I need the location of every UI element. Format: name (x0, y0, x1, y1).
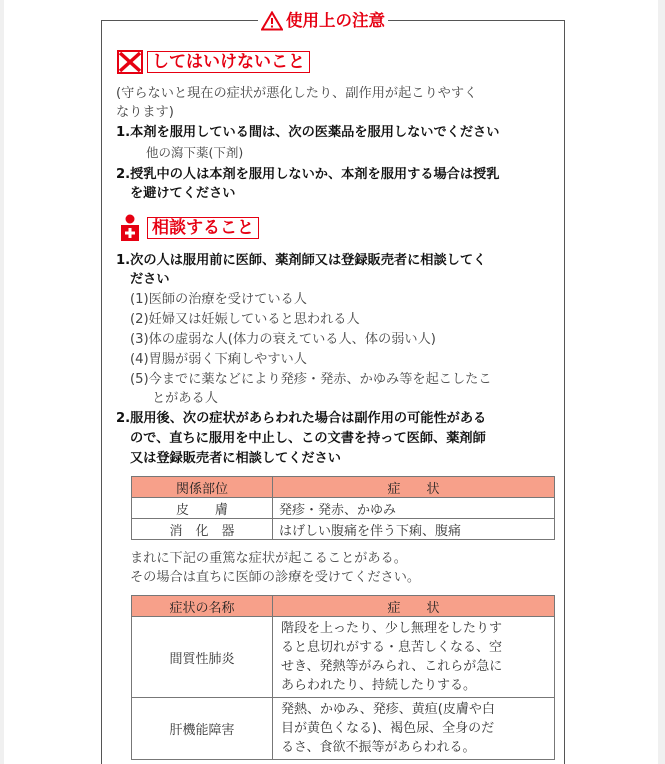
consult-sub-5: (5)今までに薬などにより発疹・発赤、かゆみ等を起こしたこ (130, 372, 492, 387)
table-header-symptom: 症 状 (273, 596, 555, 617)
dont-item-1-sub: 他の瀉下薬(下剤) (146, 145, 244, 160)
symptom-line: あらわれたり、持続したりする。 (281, 678, 477, 693)
dont-heading: してはいけないこと (117, 50, 310, 74)
table-row (132, 698, 555, 760)
prohibited-x-icon (117, 50, 143, 74)
rare-notice-line2: その場合は直ちに医師の診療を受けてください。 (130, 570, 421, 585)
table-row (132, 617, 555, 698)
dont-item-1: 1.本剤を服用している間は、次の医薬品を服用しないでください (116, 125, 500, 140)
precautions-box (101, 11, 565, 764)
consult-sub-5-cont: とがある人 (152, 391, 218, 406)
table-header-symptom: 症 状 (273, 477, 555, 498)
table-cell-symptom (273, 617, 555, 698)
symptom-line: せき、発熱等がみられ、これらが急に (281, 659, 503, 674)
table-cell-symptom (273, 698, 555, 760)
symptom-line: ると息切れがする・息苦しくなる、空 (281, 640, 503, 655)
table-cell-symptom: 発疹・発赤、かゆみ (273, 498, 555, 519)
table-row (132, 519, 555, 540)
leaflet-page (4, 0, 658, 764)
table-header-name: 症状の名称 (132, 596, 273, 617)
precautions-title: 使用上の注意 (258, 10, 388, 32)
table-cell-name: 肝機能障害 (132, 698, 273, 760)
consult-sub-2: (2)妊婦又は妊娠していると思われる人 (130, 312, 360, 327)
doctor-consult-icon (117, 213, 143, 243)
symptom-line: るさ、食欲不振等があらわれる。 (281, 740, 476, 755)
symptom-line: 発熱、かゆみ、発疹、黄疸(皮膚や白 (281, 702, 495, 717)
consult-heading: 相談すること (117, 213, 259, 243)
table-cell-part: 皮 膚 (132, 498, 273, 519)
table-cell-symptom: はげしい腹痛を伴う下痢、腹痛 (273, 519, 555, 540)
consult-item-1-line1: 1.次の人は服用前に医師、薬剤師又は登録販売者に相談してく (116, 253, 487, 268)
serious-symptom-table (131, 595, 555, 760)
dont-intro-line1: (守らないと現在の症状が悪化したり、副作用が起こりやすく (116, 86, 478, 101)
table-cell-name: 間質性肺炎 (132, 617, 273, 698)
consult-sub-4: (4)胃腸が弱く下痢しやすい人 (130, 352, 307, 367)
symptom-line: 階段を上ったり、少し無理をしたりす (281, 621, 503, 636)
warning-triangle-icon (261, 11, 283, 31)
symptom-line: 目が黄色くなる)、褐色尿、全身のだ (281, 721, 495, 736)
dont-item-2-line2: を避けてください (130, 186, 236, 201)
consult-item-1-line2: ださい (130, 272, 170, 287)
table-header-row (132, 477, 555, 498)
rare-notice-line1: まれに下記の重篤な症状が起こることがある。 (130, 551, 407, 566)
consult-item-2-line2: ので、直ちに服用を中止し、この文書を持って医師、薬剤師 (130, 431, 486, 446)
consult-item-2-line1: 2.服用後、次の症状があらわれた場合は副作用の可能性がある (116, 411, 487, 426)
table-header-part: 関係部位 (132, 477, 273, 498)
consult-sub-1: (1)医師の治療を受けている人 (130, 292, 307, 307)
table-cell-part: 消 化 器 (132, 519, 273, 540)
table-row (132, 498, 555, 519)
consult-sub-3: (3)体の虚弱な人(体力の衰えている人、体の弱い人) (130, 332, 436, 347)
consult-item-2-line3: 又は登録販売者に相談してください (130, 451, 341, 466)
dont-intro-line2: なります) (116, 105, 174, 120)
dont-item-2-line1: 2.授乳中の人は本剤を服用しないか、本剤を服用する場合は授乳 (116, 167, 500, 182)
side-effect-table (131, 476, 555, 540)
table-header-row (132, 596, 555, 617)
